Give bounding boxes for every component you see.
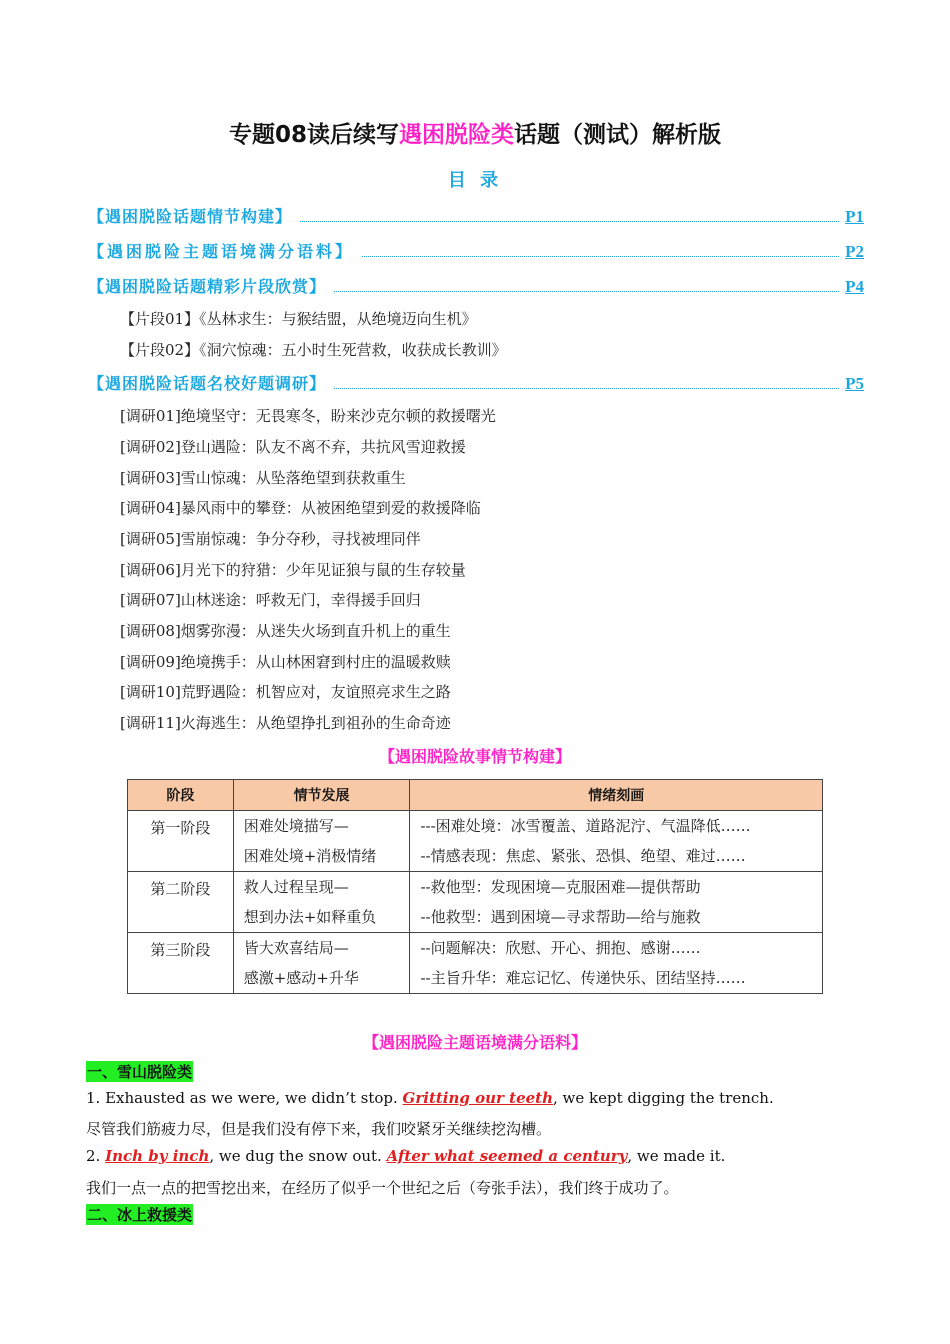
toc-entry[interactable] bbox=[88, 368, 864, 394]
sentence-text: 2. bbox=[86, 1147, 106, 1165]
toc-leader bbox=[362, 255, 839, 257]
emotion-line: --问题解决：欣慰、开心、拥抱、感谢…… bbox=[420, 939, 701, 957]
chinese-translation: 我们一点一点的把雪挖出来，在经历了似乎一个世纪之后（夸张手法），我们终于成功了。 bbox=[86, 1179, 679, 1197]
stage-cell bbox=[128, 933, 234, 994]
toc-research-item[interactable]: [调研09]绝境携手：从山林困窘到村庄的温暖救赎 bbox=[120, 653, 451, 671]
plot-line: 救人过程呈现— bbox=[243, 878, 349, 896]
toc-research-item[interactable]: [调研11]火海逃生：从绝望挣扎到祖孙的生命奇迹 bbox=[120, 714, 451, 732]
plot-line: 感激+感动+升华 bbox=[243, 969, 359, 987]
toc-entry-label: 【遇困脱险话题情节构建】 bbox=[88, 207, 293, 226]
title-highlight: 遇困脱险类 bbox=[399, 122, 514, 148]
highlight-phrase: After what seemed a century bbox=[386, 1147, 628, 1165]
toc-entry-label: 【遇困脱险主题语境满分语料】 bbox=[88, 242, 355, 261]
sentence-text: 1. Exhausted as we were, we didn’t stop. bbox=[86, 1089, 403, 1107]
plot-cell bbox=[233, 811, 410, 872]
highlight-phrase: Inch by inch bbox=[105, 1147, 210, 1165]
sentence-text: , we dug the snow out. bbox=[209, 1147, 387, 1165]
toc-page-link[interactable]: P2 bbox=[845, 242, 864, 261]
stage-label: 第二阶段 bbox=[150, 880, 211, 898]
toc-leader bbox=[300, 220, 839, 222]
english-sentence bbox=[86, 1089, 774, 1107]
plot-cell bbox=[233, 933, 410, 994]
toc-research-item[interactable]: [调研10]荒野遇险：机智应对，友谊照亮求生之路 bbox=[120, 683, 451, 701]
emotion-line: --他救型：遇到困境—寻求帮助—给与施救 bbox=[420, 908, 701, 926]
toc-leader bbox=[334, 290, 839, 292]
english-sentence bbox=[86, 1147, 725, 1165]
toc-entry[interactable] bbox=[88, 271, 864, 297]
toc-research-item[interactable]: [调研04]暴风雨中的攀登：从被困绝望到爱的救援降临 bbox=[120, 499, 481, 517]
toc-research-item[interactable]: [调研06]月光下的狩猎：少年见证狼与鼠的生存较量 bbox=[120, 561, 466, 579]
toc-entry-label: 【遇困脱险话题名校好题调研】 bbox=[88, 374, 327, 393]
highlight-phrase: Gritting our teeth bbox=[402, 1089, 553, 1107]
column-header: 情节发展 bbox=[233, 780, 410, 811]
toc-entry[interactable] bbox=[88, 236, 864, 262]
table-header-row bbox=[128, 780, 823, 811]
title-prefix: 专题08读后续写 bbox=[228, 122, 399, 148]
toc-entry-label: 【遇困脱险话题精彩片段欣赏】 bbox=[88, 277, 327, 296]
plot-table bbox=[127, 779, 823, 994]
toc-fragment[interactable]: 【片段01】《丛林求生：与猴结盟，从绝境迈向生机》 bbox=[120, 310, 477, 328]
plot-line: 皆大欢喜结局— bbox=[243, 939, 349, 957]
stage-cell bbox=[128, 811, 234, 872]
toc-page-link[interactable]: P5 bbox=[845, 374, 864, 393]
category-tag: 一、雪山脱险类 bbox=[87, 1063, 193, 1081]
toc-research-item[interactable]: [调研07]山林迷途：呼救无门，幸得援手回归 bbox=[120, 591, 421, 609]
toc-page-link[interactable]: P1 bbox=[845, 207, 864, 226]
table-row bbox=[128, 933, 823, 994]
toc-research-item[interactable]: [调研05]雪崩惊魂：争分夺秒，寻找被埋同伴 bbox=[120, 530, 421, 548]
emotion-cell bbox=[410, 872, 823, 933]
toc-research-item[interactable]: [调研03]雪山惊魂：从坠落绝望到获救重生 bbox=[120, 469, 406, 487]
toc-research-item[interactable]: [调研01]绝境坚守：无畏寒冬，盼来沙克尔顿的救援曙光 bbox=[120, 407, 496, 425]
plot-line: 想到办法+如释重负 bbox=[243, 908, 377, 926]
sentence-text: , we kept digging the trench. bbox=[553, 1089, 774, 1107]
toc-fragment[interactable]: 【片段02】《洞穴惊魂：五小时生死营救，收获成长教训》 bbox=[120, 341, 507, 359]
category-tag: 二、冰上救援类 bbox=[87, 1206, 193, 1224]
column-header: 阶段 bbox=[128, 780, 234, 811]
emotion-cell bbox=[410, 933, 823, 994]
toc-research-item[interactable]: [调研08]烟雾弥漫：从迷失火场到直升机上的重生 bbox=[120, 622, 451, 640]
corpus-section-heading: 【遇困脱险主题语境满分语料】 bbox=[362, 1033, 587, 1052]
stage-label: 第三阶段 bbox=[150, 941, 211, 959]
toc-leader bbox=[334, 387, 839, 389]
emotion-line: --救他型：发现困境—克服困难—提供帮助 bbox=[420, 878, 701, 896]
plot-line: 困难处境描写— bbox=[243, 817, 349, 835]
toc-entry[interactable] bbox=[88, 201, 864, 227]
page-title bbox=[0, 116, 950, 149]
plot-section-heading: 【遇困脱险故事情节构建】 bbox=[378, 747, 571, 766]
toc-heading: 目 录 bbox=[447, 170, 503, 191]
table-row bbox=[128, 811, 823, 872]
toc-page-link[interactable]: P4 bbox=[845, 277, 864, 296]
emotion-line: ---困难处境：冰雪覆盖、道路泥泞、气温降低…… bbox=[420, 817, 751, 835]
plot-cell bbox=[233, 872, 410, 933]
emotion-cell bbox=[410, 811, 823, 872]
toc-research-item[interactable]: [调研02]登山遇险：队友不离不弃，共抗风雪迎救援 bbox=[120, 438, 466, 456]
emotion-line: --情感表现：焦虑、紧张、恐惧、绝望、难过…… bbox=[420, 847, 746, 865]
stage-cell bbox=[128, 872, 234, 933]
table-row bbox=[128, 872, 823, 933]
column-header: 情绪刻画 bbox=[410, 780, 823, 811]
chinese-translation: 尽管我们筋疲力尽，但是我们没有停下来，我们咬紧牙关继续挖沟槽。 bbox=[86, 1120, 552, 1138]
title-suffix: 话题（测试）解析版 bbox=[514, 122, 721, 148]
plot-line: 困难处境+消极情绪 bbox=[243, 847, 377, 865]
sentence-text: , we made it. bbox=[627, 1147, 726, 1165]
emotion-line: --主旨升华：难忘记忆、传递快乐、团结坚持…… bbox=[420, 969, 746, 987]
stage-label: 第一阶段 bbox=[150, 819, 211, 837]
